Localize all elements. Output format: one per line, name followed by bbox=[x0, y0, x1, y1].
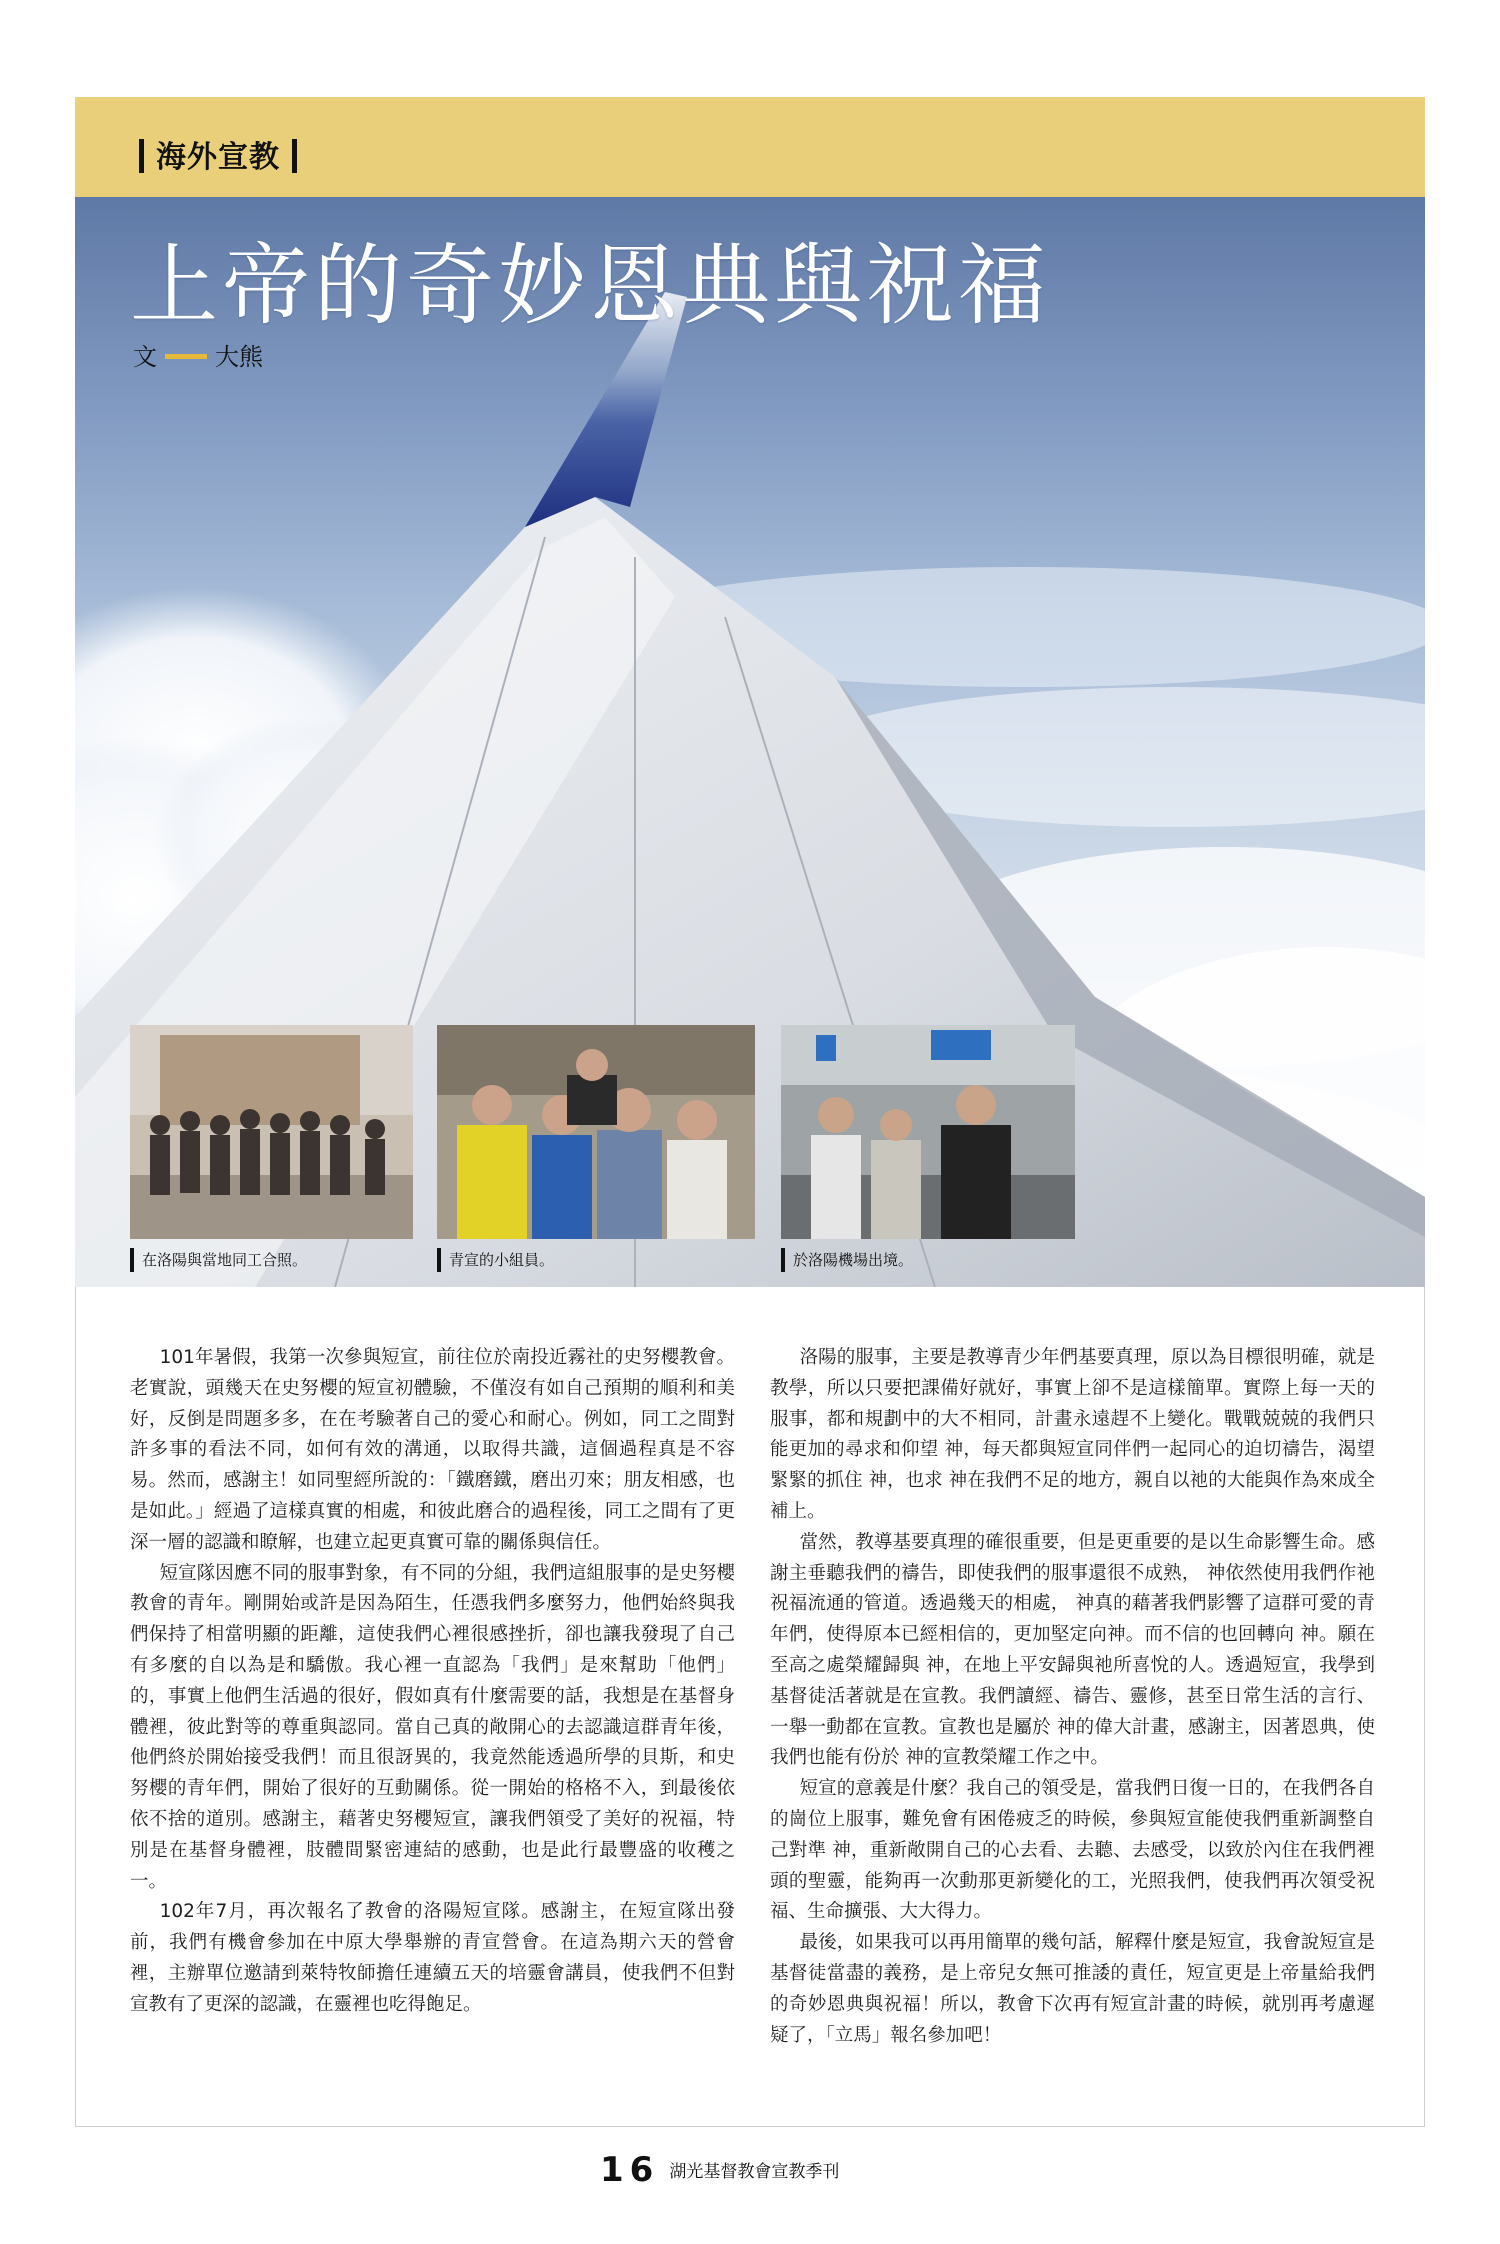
paragraph: 最後，如果我可以再用簡單的幾句話，解釋什麼是短宣，我會說短宣是基督徒當盡的義務，是上帝兒女無可推諉的責任，短宣更是上帝量給我們的奇妙恩典與祝福！所以，教會下次再有短宣計畫的時候，就別再考慮遲疑了，「立馬」報名參加吧！ bbox=[770, 1932, 1375, 2046]
paragraph: 當然，教導基要真理的確很重要，但是更重要的是以生命影響生命。感謝主垂聽我們的禱告，即使我們的服事還很不成熟， 神依然使用我們作祂祝福流通的管道。透過幾天的相處， 神真的藉著我們影響了這群可愛的青年們，使得原本已經相信的，更加堅定向神。而不信的也回轉向 神。願在至高之處榮耀歸與 神，在地上平安歸與祂所喜悅的人。透過短宣，我學到基督徒活著就是在宣教。我們讀經、禱告、靈修，甚至日常生活的言行、一舉一動都在宣教。宣教也是屬於 神的偉大計畫，感謝主，因著恩典，使我們也能有份於 神的宣教榮耀工作之中。 bbox=[770, 1531, 1375, 1769]
article-title: 上帝的奇妙恩典與祝福 bbox=[130, 234, 1051, 337]
paragraph: 短宣隊因應不同的服事對象，有不同的分組，我們這組服事的是史努櫻教會的青年。剛開始或許是因為陌生，任憑我們多麼努力，他們始終與我們保持了相當明顯的距離，這使我們心裡很感挫折，卻也讓我發現了自己有多麼的自以為是和驕傲。我心裡一直認為「我們」是來幫助「他們」的，事實上他們生活過的很好，假如真有什麼需要的話，我想是在基督身體裡，彼此對等的尊重與認同。當自己真的敞開心的去認識這群青年後，他們終於開始接受我們！而且很訝異的，我竟然能透過所學的貝斯，和史努櫻的青年們，開始了很好的互動關係。從一開始的格格不入，到最後依依不捨的道別。感謝主，藉著史努櫻短宣，讓我們領受了美好的祝福，特別是在基督身體裡，肢體間緊密連結的感動，也是此行最豐盛的收穫之一。 bbox=[130, 1562, 735, 1892]
section-tag bbox=[127, 138, 309, 178]
paragraph: 洛陽的服事，主要是教導青少年們基要真理，原以為目標很明確，就是教學，所以只要把課備好就好，事實上卻不是這樣簡單。實際上每一天的服事，都和規劃中的大不相同，計畫永遠趕不上變化。戰戰兢兢的我們只能更加的尋求和仰望 神，每天都與短宣同伴們一起同心的迫切禱告，渴望緊緊的抓住 神，也求 神在我們不足的地方，親自以祂的大能與作為來成全補上。 bbox=[770, 1347, 1375, 1522]
body-column-right bbox=[770, 1343, 1375, 2051]
paragraph: 102年7月，再次報名了教會的洛陽短宣隊。感謝主，在短宣隊出發前，我們有機會參加在中原大學舉辦的青宣營會。在這為期六天的營會裡，主辦單位邀請到萊特牧師擔任連續五天的培靈會講員，使我們不但對宣教有了更深的認識，在靈裡也吃得飽足。 bbox=[130, 1901, 735, 2015]
body-column-left bbox=[130, 1343, 735, 2021]
page-number: 16 bbox=[600, 2150, 660, 2190]
byline-prefix: 文 bbox=[133, 343, 157, 371]
byline bbox=[133, 342, 263, 372]
photo-caption-1: 在洛陽與當地同工合照。 bbox=[130, 1248, 307, 1272]
photo-caption-2: 青宣的小組員。 bbox=[437, 1248, 554, 1272]
photo-airport-departure bbox=[781, 1025, 1075, 1239]
paragraph: 101年暑假，我第一次參與短宣，前往位於南投近霧社的史努櫻教會。老實說，頭幾天在史努櫻的短宣初體驗，不僅沒有如自己預期的順利和美好，反倒是問題多多，在在考驗著自己的愛心和耐心。例如，同工之間對許多事的看法不同，如何有效的溝通，以取得共識，這個過程真是不容易。然而，感謝主！如同聖經所說的：「鐵磨鐵，磨出刃來；朋友相感，也是如此。」經過了這樣真實的相處，和彼此磨合的過程後，同工之間有了更深一層的認識和瞭解，也建立起更真實可靠的關係與信任。 bbox=[130, 1347, 735, 1553]
publication-name: 湖光基督教會宣教季刊 bbox=[669, 2162, 840, 2182]
photo-group-with-coworkers bbox=[130, 1025, 413, 1239]
page-footer bbox=[600, 2150, 839, 2190]
photo-caption-3: 於洛陽機場出境。 bbox=[781, 1248, 913, 1272]
author-name: 大熊 bbox=[215, 343, 263, 371]
paragraph: 短宣的意義是什麼？我自己的領受是，當我們日復一日的，在我們各自的崗位上服事，難免會有困倦疲乏的時候，參與短宣能使我們重新調整自己對準 神，重新敞開自己的心去看、去聽、去感受，以致於內住在我們裡頭的聖靈，能夠再一次動那更新變化的工，光照我們，使我們再次領受祝福、生命擴張、大大得力。 bbox=[770, 1778, 1375, 1923]
photo-small-group-members bbox=[437, 1025, 755, 1239]
section-label: 海外宣教 bbox=[156, 140, 280, 175]
